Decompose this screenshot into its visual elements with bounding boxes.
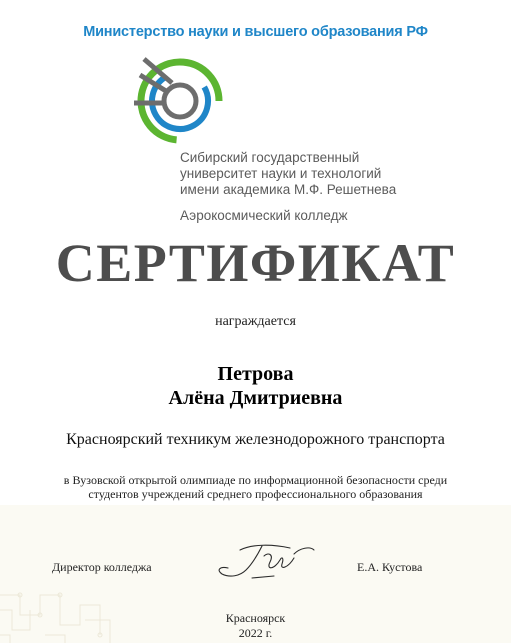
director-position: Директор колледжа bbox=[52, 560, 152, 574]
handwritten-signature-icon bbox=[212, 540, 316, 582]
award-reason-line-1: в Вузовской открытой олимпиаде по информационной безопасности среди bbox=[63, 473, 448, 487]
university-line-1: Сибирский государственный bbox=[180, 150, 360, 165]
award-reason-line-2: студентов учреждений среднего профессионального образования bbox=[88, 487, 423, 501]
year: 2022 г. bbox=[238, 626, 273, 640]
city: Красноярск bbox=[225, 611, 286, 625]
recipient-name bbox=[0, 362, 511, 410]
recipient-given-names: Алёна Дмитриевна bbox=[168, 387, 343, 409]
university-name bbox=[180, 150, 396, 198]
university-line-2: университет науки и технологий bbox=[180, 166, 382, 181]
certificate-title: СЕРТИФИКАТ bbox=[55, 233, 456, 293]
university-logo-icon bbox=[132, 57, 228, 145]
place-and-date bbox=[0, 611, 511, 641]
awarded-text: награждается bbox=[215, 314, 296, 329]
award-reason bbox=[0, 473, 511, 501]
recipient-surname: Петрова bbox=[217, 363, 294, 385]
college-name: Аэрокосмический колледж bbox=[180, 208, 348, 223]
university-line-3: имени академика М.Ф. Решетнева bbox=[180, 182, 397, 197]
director-name: Е.А. Кустова bbox=[357, 560, 423, 574]
recipient-organization: Красноярский техникум железнодорожного транспорта bbox=[66, 431, 445, 448]
ministry-name: Министерство науки и высшего образования РФ bbox=[83, 24, 428, 40]
